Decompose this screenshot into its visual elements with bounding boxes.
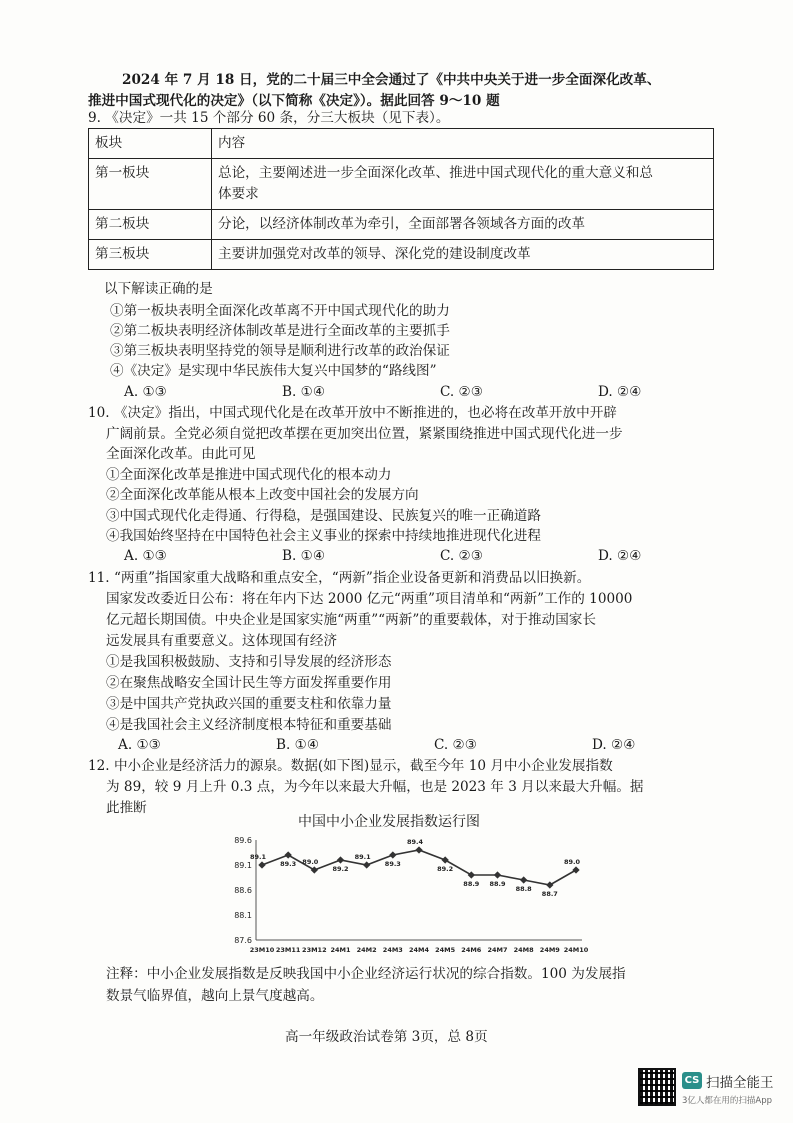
table-row xyxy=(89,240,714,270)
table-cell-content xyxy=(212,159,714,210)
x-tick-label: 24M9 xyxy=(539,946,560,954)
x-tick-label: 24M2 xyxy=(356,946,377,954)
data-label: 89.4 xyxy=(406,838,424,846)
q9-item-4: ④《决定》是实现中华民族伟大复兴中国梦的“路线图” xyxy=(110,363,437,379)
x-tick-label: 24M5 xyxy=(435,946,456,954)
camscanner-logo-icon: CS xyxy=(682,1072,702,1089)
q10-item-2: ②全面深化改革能从根本上改变中国社会的发展方向 xyxy=(106,487,419,503)
q9-lead: 以下解读正确的是 xyxy=(104,281,213,297)
q9-item-1: ①第一板块表明全面深化改革离不开中国式现代化的助力 xyxy=(110,303,450,319)
data-point xyxy=(546,881,553,888)
x-tick-label: 24M6 xyxy=(461,946,482,954)
q9-options xyxy=(124,382,756,402)
data-label: 88.8 xyxy=(515,885,532,893)
table-cell-content: 分论，以经济体制改革为牵引，全面部署各领域各方面的改革 xyxy=(212,210,714,240)
q11-item-3: ③是中国共产党执政兴国的重要支柱和依靠力量 xyxy=(106,696,392,712)
q9-option-a[interactable]: A. ①③ xyxy=(124,384,167,400)
watermark-brand: 扫描全能王 xyxy=(706,1075,774,1091)
q10-item-1: ①全面深化改革是推进中国式现代化的根本动力 xyxy=(106,467,392,483)
table-header-block: 板块 xyxy=(89,129,212,159)
data-point xyxy=(363,861,370,868)
q11-option-a[interactable]: A. ①③ xyxy=(118,737,161,753)
page-footer: 高一年级政治试卷第 3页，总 8页 xyxy=(285,1029,488,1045)
watermark-tagline: 3亿人都在用的扫描App xyxy=(682,1096,773,1106)
data-point xyxy=(311,866,318,873)
data-label: 89.2 xyxy=(332,865,349,873)
table-row xyxy=(89,159,714,210)
q9-item-3: ③第三板块表明坚持党的领导是顺利进行改革的政治保证 xyxy=(110,343,450,359)
x-tick-label: 24M3 xyxy=(382,946,403,954)
x-tick-label: 24M10 xyxy=(563,946,589,954)
q9-stem: 9. 《决定》一共 15 个部分 60 条，分三大板块（见下表）。 xyxy=(88,110,450,126)
x-tick-label: 24M7 xyxy=(487,946,508,954)
note-line-1: 注释：中小企业发展指数是反映我国中小企业经济运行状况的综合指数。100 为发展指 xyxy=(106,966,626,982)
q10-options xyxy=(124,546,756,566)
q9-item-2: ②第二板块表明经济体制改革是进行全面改革的主要抓手 xyxy=(110,323,450,339)
q11-stem-1: 11. “两重”指国家重大战略和重点安全，“两新”指企业设备更新和消费品以旧换新。 xyxy=(88,570,591,586)
data-point xyxy=(572,866,579,873)
q10-option-b[interactable]: B. ①④ xyxy=(282,548,326,564)
data-point xyxy=(389,851,396,858)
q12-stem-1: 12. 中小企业是经济活力的源泉。数据(如下图)显示，截至今年 10 月中小企业发展指数 xyxy=(88,758,613,774)
q11-item-4: ④是我国社会主义经济制度根本特征和重要基础 xyxy=(106,717,392,733)
chart-title: 中国中小企业发展指数运行图 xyxy=(298,814,480,830)
data-point xyxy=(284,851,291,858)
data-label: 89.1 xyxy=(249,853,267,861)
table-cell-content: 主要讲加强党对改革的领导、深化党的建设制度改革 xyxy=(212,240,714,270)
table-cell-block: 第一板块 xyxy=(89,159,212,210)
y-tick-label: 88.6 xyxy=(234,886,252,895)
q11-options xyxy=(118,735,750,755)
q10-stem-3: 全面深化改革。由此可见 xyxy=(106,446,256,462)
q11-item-2: ②在聚焦战略安全国计民生等方面发挥重要作用 xyxy=(106,675,392,691)
q10-option-a[interactable]: A. ①③ xyxy=(124,548,167,564)
data-label: 89.0 xyxy=(563,858,581,866)
q10-item-4: ④我国始终坚持在中国特色社会主义事业的探索中持续地推进现代化进程 xyxy=(106,528,541,544)
y-tick-label: 87.6 xyxy=(234,936,252,945)
q9-option-c[interactable]: C. ②③ xyxy=(440,384,483,400)
data-point xyxy=(520,876,527,883)
q9-option-b[interactable]: B. ①④ xyxy=(282,384,326,400)
x-tick-label: 23M11 xyxy=(275,946,301,954)
table-cell-block: 第三板块 xyxy=(89,240,212,270)
data-point xyxy=(337,856,344,863)
intro-line-2: 推进中国式现代化的决定》（以下简称《决定》）。据此回答 9～10 题 xyxy=(88,93,500,109)
q10-option-c[interactable]: C. ②③ xyxy=(440,548,483,564)
qr-code-icon xyxy=(638,1068,676,1106)
x-tick-label: 23M12 xyxy=(302,946,327,954)
q9-table xyxy=(88,128,714,270)
data-label: 88.9 xyxy=(489,880,506,888)
q11-item-1: ①是我国积极鼓励、支持和引导发展的经济形态 xyxy=(106,654,392,670)
q10-option-d[interactable]: D. ②④ xyxy=(598,548,642,564)
y-tick-label: 89.6 xyxy=(234,836,252,845)
series-line xyxy=(262,850,576,885)
note-line-2: 数景气临界值，越向上景气度越高。 xyxy=(106,988,324,1004)
x-tick-label: 24M8 xyxy=(513,946,534,954)
data-label: 88.7 xyxy=(541,890,558,898)
table-header-row xyxy=(89,129,714,159)
table-header-content: 内容 xyxy=(212,129,714,159)
sme-index-line-chart xyxy=(220,832,590,957)
data-label: 89.3 xyxy=(384,860,401,868)
q12-stem-3: 此推断 xyxy=(106,800,147,816)
q12-stem-2: 为 89，较 9 月上升 0.3 点，为今年以来最大升幅，也是 2023 年 3 月以来最大升幅。据 xyxy=(106,779,644,795)
q10-item-3: ③中国式现代化走得通、行得稳，是强国建设、民族复兴的唯一正确道路 xyxy=(106,508,541,524)
data-point xyxy=(441,856,448,863)
data-label: 89.1 xyxy=(354,853,371,861)
data-point xyxy=(258,861,265,868)
q11-option-c[interactable]: C. ②③ xyxy=(434,737,477,753)
x-tick-label: 24M1 xyxy=(330,946,351,954)
q11-stem-2: 国家发改委近日公布：将在年内下达 2000 亿元“两重”项目清单和“两新”工作的 10000 xyxy=(106,591,633,607)
table-row xyxy=(89,210,714,240)
data-point xyxy=(415,846,422,853)
table-cell-content-line: 总论，主要阐述进一步全面深化改革、推进中国式现代化的重大意义和总 xyxy=(218,165,653,181)
data-point xyxy=(494,871,501,878)
data-label: 88.9 xyxy=(463,880,480,888)
data-point xyxy=(468,871,475,878)
q10-stem-2: 广阔前景。全党必须自觉把改革摆在更加突出位置，紧紧围绕推进中国式现代化进一步 xyxy=(106,426,623,442)
y-tick-label: 88.1 xyxy=(234,911,252,920)
q11-option-d[interactable]: D. ②④ xyxy=(592,737,636,753)
y-tick-label: 89.1 xyxy=(234,861,252,870)
q11-stem-4: 远发展具有重要意义。这体现国有经济 xyxy=(106,633,338,649)
q11-stem-3: 亿元超长期国债。中央企业是国家实施“两重”“两新”的重要载体，对于推动国家长 xyxy=(106,612,596,628)
table-cell-content-line: 体要求 xyxy=(218,186,259,202)
x-tick-label: 24M4 xyxy=(408,946,430,954)
data-label: 89.0 xyxy=(302,858,319,866)
intro-line-1: 2024 年 7 月 18 日，党的二十届三中全会通过了《中共中央关于进一步全面深化改革、 xyxy=(122,72,661,88)
table-cell-block: 第二板块 xyxy=(89,210,212,240)
q9-option-d[interactable]: D. ②④ xyxy=(598,384,642,400)
data-label: 89.3 xyxy=(280,860,297,868)
data-label: 89.2 xyxy=(437,865,454,873)
q11-option-b[interactable]: B. ①④ xyxy=(276,737,320,753)
x-tick-label: 23M10 xyxy=(249,946,275,954)
q10-stem-1: 10. 《决定》指出，中国式现代化是在改革开放中不断推进的，也必将在改革开放中开辟 xyxy=(88,405,617,421)
